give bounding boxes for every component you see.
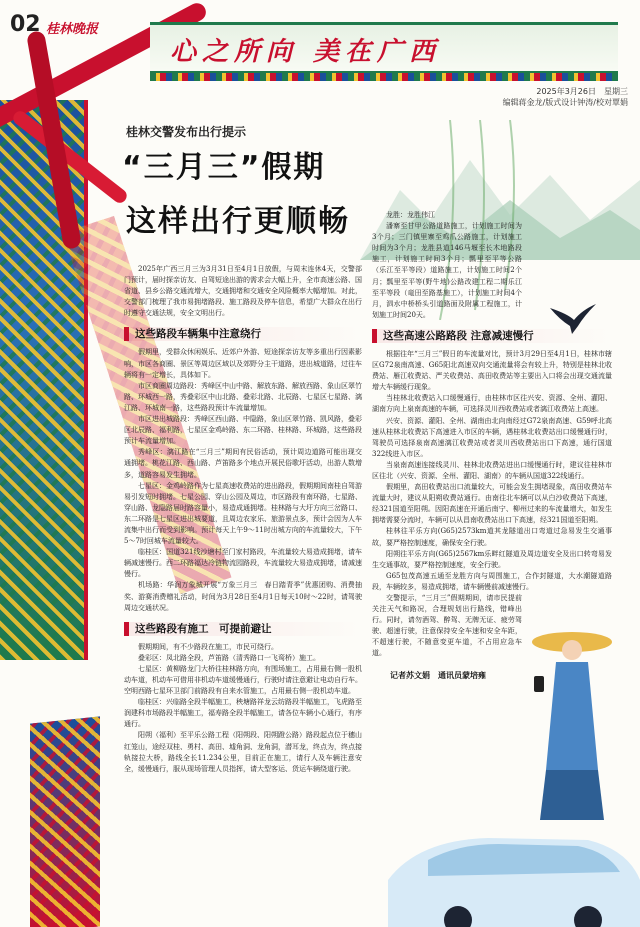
- article-byline: 记者苏文娟 通讯员蒙培雍: [390, 670, 486, 680]
- section1-paragraph: 七星区：金鸡岭路作为七星高速收费站的进出路段，假期期间南桂自驾游易引发短时拥堵。七星公园、穿山公园及周边，市区路段有南环路，七星路、穿山路、龙隐路届时路容量小，易造成通拥堵。桂林路与大圩方向三岔路口、东二环路是七星区进出城要道，且周边农家乐、旅游景点多，预计会因为人车流集中出行而受到影响。预计每天上午9～11时出城方向的车流量较大，下午5～7时回城车流量较大。: [124, 481, 362, 546]
- article-column-right: [372, 210, 612, 910]
- section-heading-2: 这些路段有施工 可提前避让: [124, 622, 362, 636]
- ethnic-pattern-band-lower: [30, 716, 100, 927]
- section1-paragraph: 市区商圈周边路段：秀峰区中山中路、解放东路、解放西路、象山区翠竹路、环城西一路，秀叠彩区中山北路、叠彩北路、北辰路、七星区七星路、漓江路、环城南一路，这些路段预计车流量增加。: [124, 381, 362, 412]
- section3-paragraph: 阳朔往平乐方向(G65)2567km乐畔红隧道及周边道安全及出口转弯易发生交通事故，要严格控制速度，安全行驶。: [372, 549, 612, 569]
- section3-paragraph: 当泉南高速连接线灵川、桂林北收费站进出口缓慢通行时，建议往桂林市区往北（兴安、资源、全州、灌阳、湖南）的车辆从国道322线通行。: [372, 460, 612, 480]
- section3-paragraph: 兴安、资源、灌阳、全州、湖南由北向南经过G72泉南高速、G59呼北高速从桂林北收费站下高速进入市区的车辆，遇桂林北收费站出口缓慢通行时，驾驶员可选择泉南高速漓江收费站或者灵川西收费站出口下高速，通行国道322线进入市区。: [372, 416, 612, 458]
- section1-paragraph: 秀峰区：漓江路在“三月三”期间有民俗活动，预计周边道路可能出现交通拥堵。桃花江路、西山路、芦笛路多个地点开展民俗歌圩活动，出游人数增多，道路容易发生拥堵。: [124, 448, 362, 479]
- headline-line-2: 这样出行更顺畅: [126, 204, 350, 239]
- newspaper-logo: 桂林晚报: [46, 22, 99, 37]
- editor-credits: 编辑蒋金龙/版式设计钟涛/校对覃娟: [502, 98, 628, 107]
- section1-paragraph: 假期里，受群众休闲娱乐、近郊户外游、短途探亲访友等多重出行因素影响，市区各商圈、景区等周边区域以及郊野分主干道路，进出城道路，过往车辆将有一定增长，具体如下。: [124, 348, 362, 379]
- issue-date: 2025年3月26日 星期三: [536, 87, 628, 96]
- section-heading-3: 这些高速公路路段 注意减速慢行: [372, 329, 612, 343]
- section2-paragraph: 阳朔（福利）至平乐公路工程（阳朔段、阳朔蹬公路）路段起点位于穗山红笼山，途经双桂、勇村、高田、墟角洞、龙角洞，潜耳龙，终点为，终点接轨接拉大桥，路线全长11.234公里，目前正在施工，请行人及车辆注意安全，缓慢通行，服从现场管理人员指挥，请大型客运、货运车辆绕道行驶。: [124, 731, 362, 773]
- ethnic-pattern-band: [0, 100, 88, 660]
- section2-paragraph: 叠彩区：凤北路全段，芦笛路（清秀路口一飞鸾桥）施工。: [138, 653, 320, 662]
- right-paragraph: 潘寨至甘甲公路道路施工，计划施工时间为3个月；三门镇里寨至鸡爪公路施工，计划施工时间为3个月；龙胜县道146马堰至长木地路段施工，计划施工时间3个月；瓢里至平等公路（乐江至平等段）道路施工，计划施工时间2个月；瓢里至平等(野牛地)公路改建工程二期乐江至平等段（竜田至路基施工），计划施工时间4个月，泗水中桥桥头引道路面及附属工程施工，计划施工时间20天。: [372, 222, 522, 319]
- banner-slogan: 心之所向 美在广西: [170, 37, 442, 67]
- section-heading-1: 这些路段车辆集中注意绕行: [124, 327, 362, 341]
- section2-paragraph: 临桂区：兴临路全段半幅施工，秧塘路祥龙云纺路段半幅施工，飞虎路至润建科市场路段半幅施工，福寿路全段半幅施工，请各位车辆小心通行，有序通行。: [124, 698, 362, 729]
- section3-paragraph: 根据往年“三月三”假日的车流量对比，预计3月29日至4月1日，桂林市辖区G72泉南高速、G65阳北高速双向交通流量将会有较上升，特别是桂林北收费站、雁江收费站、严关收费站、高田收费站等主要出入口将会出现交通流量增大车辆缓行现象。: [372, 349, 612, 392]
- page-header: [0, 0, 640, 96]
- section1-paragraph: 临桂区：国道321线沙塘村至门家村路段，车流量较大易造成拥堵，请车辆减速慢行。西二环路福达冷链物流园路段，车流量较大易造成拥堵，请减速慢行。: [124, 548, 362, 579]
- section3-paragraph: G65包茂高速五通至龙胜方向与周围施工，合作封隧道，大水潮隧道路段，车辆较多，易造成拥堵，请车辆慢前减速慢行。: [372, 571, 612, 591]
- banner-pattern-strip: [150, 73, 618, 81]
- page-number: 02: [10, 12, 41, 37]
- section1-paragraph: 市区进出城路段：秀峰区西山路、中隐路，象山区翠竹路、凯风路，叠彩区北辰路、福利路，七星区金鸡岭路、东二环路、桂林路、环城路，这些路段预计车流量增加。: [124, 415, 362, 446]
- section2-paragraph: 七星区：黄柳路龙门大桥往桂林路方向，有围场施工，占用最右侧一股机动车道，机动车可借用非机动车道缓慢通行，行驶时请注意避让电动自行车。空明西路七星环卫部门前路段有自来水管施工，占用最右侧一股机动车道。: [124, 664, 362, 696]
- section3-paragraph: 假期里，高田收费站出口流量较大，可能会发生拥堵现象，高田收费站车流量大时，建议从阳朔收费站通行。由南往北车辆可以从白沙收费站下高速，经321国道至阳朔。因阳高速在开通后南宁、柳州过来的车流量增大，如发生拥堵需要分流时，车辆可以从昌南收费站出口下高速，经321国道至阳朔。: [372, 483, 612, 525]
- section-banner: [150, 22, 618, 74]
- section3-paragraph: 交警提示，“三月三”假期期间，请市民提前关注天气和路况，合理规划出行路线，错峰出行。同时，请勿酒驾、醉驾、无牌无证、疲劳驾驶、超速行驶，注意保持安全车速和安全车距，不超速行驶，不随意变更车道，不占用应急车道。: [372, 594, 522, 658]
- section1-paragraph: 机场路：华润万象城开展“万象三月三 春日踏青季”优惠团购、消费抽奖、游赛消费赠礼活动，时间为3月28日至4月1日每天10时～22时，请驾驶周边交通状况。: [124, 581, 362, 612]
- right-paragraph: 龙胜：龙胜伟江: [386, 211, 435, 219]
- headline-line-1: “三月三”假期: [122, 150, 326, 185]
- section3-paragraph: 当桂林北收费站入口缓慢通行，由桂林市区往兴安、资源、全州、灌阳、湖南方向上泉南高速的车辆，可选择灵川西收费站或者漓江收费站上高速。: [372, 394, 612, 414]
- section3-paragraph: 桂林往平乐方向(G65)2573km道其龙隧道出口弯道过急易发生交通事故，要严格控制速度，确保安全行驶。: [372, 527, 612, 547]
- section2-paragraph: 假期期间，有不少路段在施工，市民可绕行。: [138, 642, 278, 651]
- article-kicker: 桂林交警发布出行提示: [126, 125, 247, 139]
- article-intro: 2025年广西三月三为3月31日至4月1日放假，与周末连休4天，交警部门预计，届时探亲访友、自驾短途出游的需求会大幅上升，全市高速公路、国省道、县乡公路交通流增大，交通拥堵和交通安全风险概率大幅增加。对此，交警部门梳理了我市易拥堵路段、施工路段及停车信息，希望广大群众在出行时遵守交通法规，安全文明出行。: [124, 265, 362, 318]
- article-column-left: [124, 264, 362, 914]
